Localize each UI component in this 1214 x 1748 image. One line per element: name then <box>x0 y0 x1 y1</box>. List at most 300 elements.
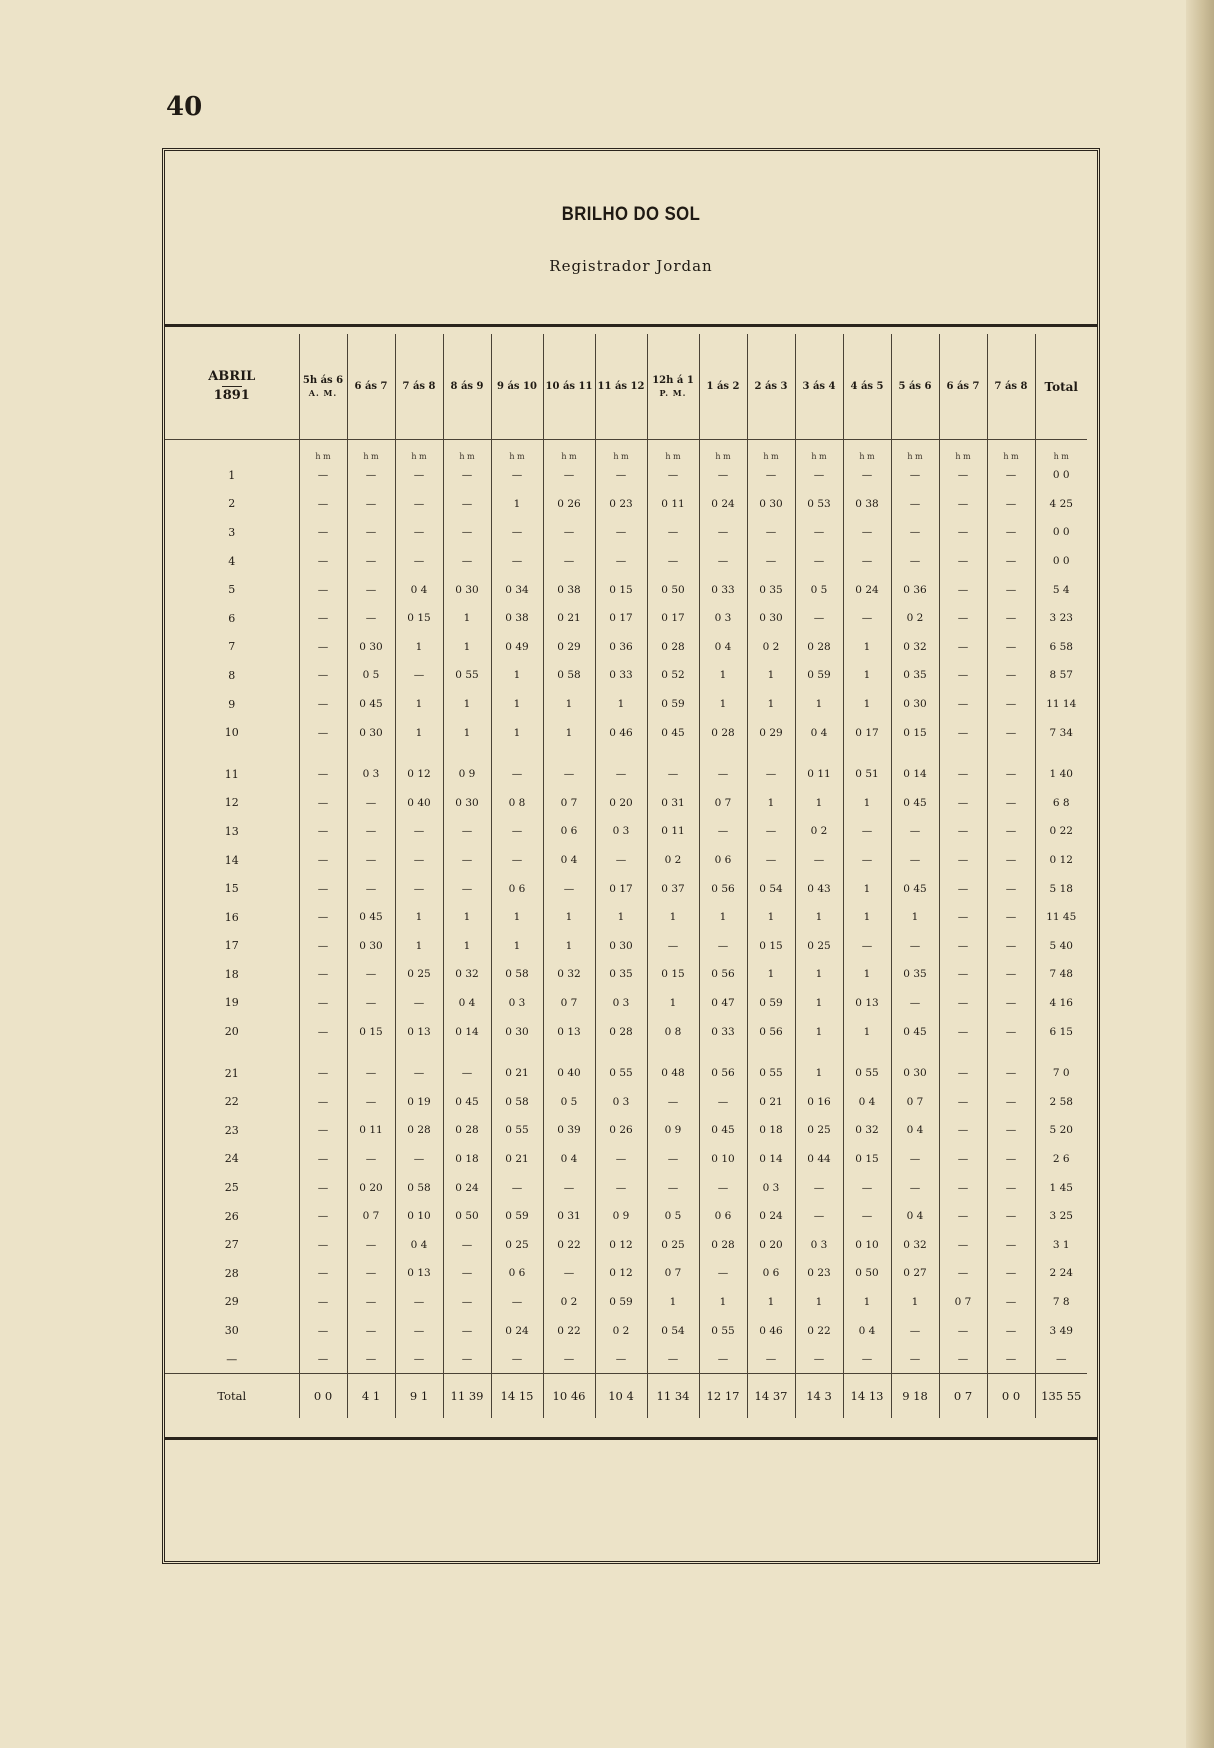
hour-value-cell: 0 5 <box>647 1202 699 1231</box>
column-total-cell: 4 1 <box>347 1374 395 1419</box>
hour-value-cell: — <box>443 1316 491 1345</box>
hour-value-cell: 1 <box>843 661 891 690</box>
hour-value-cell: 0 15 <box>595 575 647 604</box>
hour-value-cell: — <box>843 1173 891 1202</box>
hour-value-cell: — <box>747 518 795 547</box>
hour-value-cell: 1 <box>647 989 699 1018</box>
hour-value-cell: — <box>543 547 595 576</box>
hour-value-cell: 1 <box>491 932 543 961</box>
day-total-cell: 3 25 <box>1035 1202 1087 1231</box>
units-row <box>165 440 1087 462</box>
hour-value-cell: 0 33 <box>699 1017 747 1046</box>
hour-value-cell: 0 55 <box>699 1316 747 1345</box>
hour-value-cell: — <box>491 1288 543 1317</box>
hour-value-cell: 0 35 <box>891 960 939 989</box>
hour-value-cell: — <box>347 789 395 818</box>
hour-column-header <box>891 334 939 440</box>
sunshine-table <box>165 334 1087 1418</box>
hour-value-cell: — <box>395 817 443 846</box>
day-cell: 13 <box>224 824 239 838</box>
hour-value-cell: — <box>299 1173 347 1202</box>
hour-value-cell: 0 55 <box>595 1059 647 1088</box>
hour-value-cell: — <box>987 1017 1035 1046</box>
hour-value-cell: 1 <box>747 789 795 818</box>
hour-value-cell: — <box>647 932 699 961</box>
hour-value-cell: 0 6 <box>543 817 595 846</box>
day-total-cell: 6 8 <box>1035 789 1087 818</box>
hour-value-cell: — <box>347 1087 395 1116</box>
hour-value-cell: — <box>843 1202 891 1231</box>
hour-value-cell: — <box>699 1087 747 1116</box>
hour-value-cell: — <box>299 932 347 961</box>
hour-column-header <box>843 334 891 440</box>
hour-value-cell: 0 32 <box>891 1230 939 1259</box>
hour-value-cell: 0 25 <box>795 932 843 961</box>
hour-value-cell: — <box>347 1059 395 1088</box>
hour-value-cell: 1 <box>543 690 595 719</box>
totals-row <box>165 1374 1087 1419</box>
hour-value-cell: — <box>747 547 795 576</box>
day-cell: 25 <box>224 1181 239 1195</box>
table-row <box>165 903 1087 932</box>
hour-value-cell: — <box>987 1345 1035 1374</box>
table-row <box>165 989 1087 1018</box>
column-total-cell: 11 34 <box>647 1374 699 1419</box>
hour-value-cell: 0 59 <box>491 1202 543 1231</box>
hour-value-cell: — <box>987 1316 1035 1345</box>
hour-value-cell: — <box>443 490 491 519</box>
hour-value-cell: 0 34 <box>491 575 543 604</box>
table-row <box>165 1145 1087 1174</box>
day-cell: 10 <box>224 726 239 740</box>
hour-value-cell: 0 30 <box>347 932 395 961</box>
hour-value-cell: — <box>987 932 1035 961</box>
hour-value-cell: 0 58 <box>543 661 595 690</box>
hour-value-cell: — <box>939 575 987 604</box>
hour-value-cell: — <box>347 1145 395 1174</box>
hour-value-cell: 0 4 <box>395 575 443 604</box>
hour-value-cell: 0 45 <box>699 1116 747 1145</box>
day-total-cell: 4 16 <box>1035 989 1087 1018</box>
hour-value-cell: 0 13 <box>395 1017 443 1046</box>
hour-value-cell: — <box>699 1259 747 1288</box>
hour-value-cell: 1 <box>543 718 595 747</box>
hour-value-cell: — <box>299 1087 347 1116</box>
hour-value-cell: — <box>395 1145 443 1174</box>
hour-value-cell: — <box>939 1087 987 1116</box>
hour-value-cell: 1 <box>647 903 699 932</box>
hour-value-cell: 0 4 <box>395 1230 443 1259</box>
hour-value-cell: — <box>347 461 395 490</box>
hour-value-cell: 0 30 <box>443 789 491 818</box>
hour-value-cell: 0 24 <box>443 1173 491 1202</box>
hour-value-cell: 1 <box>843 960 891 989</box>
column-total-cell: 14 37 <box>747 1374 795 1419</box>
day-cell: 3 <box>228 525 236 539</box>
hour-value-cell: 1 <box>795 1288 843 1317</box>
hour-value-cell: — <box>299 1059 347 1088</box>
hour-value-cell: 1 <box>395 633 443 662</box>
hour-value-cell: 0 4 <box>891 1202 939 1231</box>
hour-value-cell: 0 7 <box>891 1087 939 1116</box>
hour-value-cell: — <box>987 690 1035 719</box>
column-label: 6 ás 7 <box>354 381 388 392</box>
hour-value-cell: — <box>939 1059 987 1088</box>
hour-value-cell: — <box>299 1259 347 1288</box>
hour-value-cell: — <box>443 461 491 490</box>
hour-value-cell: — <box>647 1145 699 1174</box>
hour-value-cell: 1 <box>891 1288 939 1317</box>
hour-value-cell: — <box>347 817 395 846</box>
hour-value-cell: — <box>987 1288 1035 1317</box>
hour-value-cell: — <box>699 1173 747 1202</box>
hour-value-cell: — <box>795 1202 843 1231</box>
hour-value-cell: — <box>891 518 939 547</box>
day-total-cell: 2 24 <box>1035 1259 1087 1288</box>
column-total-cell: 0 0 <box>987 1374 1035 1419</box>
hour-value-cell: — <box>987 490 1035 519</box>
hour-value-cell: — <box>543 1173 595 1202</box>
hour-value-cell: — <box>939 1116 987 1145</box>
hour-column-header <box>795 334 843 440</box>
hour-value-cell: 0 24 <box>699 490 747 519</box>
hour-value-cell: — <box>939 1230 987 1259</box>
hour-value-cell: 1 <box>747 1288 795 1317</box>
hour-value-cell: 0 46 <box>595 718 647 747</box>
hour-value-cell: 0 18 <box>747 1116 795 1145</box>
hour-value-cell: 0 20 <box>347 1173 395 1202</box>
unit-label: h m <box>491 440 543 462</box>
hour-value-cell: 1 <box>443 690 491 719</box>
hour-value-cell: — <box>299 817 347 846</box>
hour-column-header <box>395 334 443 440</box>
hour-value-cell: 0 45 <box>891 1017 939 1046</box>
hour-value-cell: 0 30 <box>347 718 395 747</box>
hour-value-cell: 0 10 <box>699 1145 747 1174</box>
hour-value-cell: 1 <box>443 903 491 932</box>
hour-value-cell: 0 8 <box>491 789 543 818</box>
hour-value-cell: — <box>987 718 1035 747</box>
hour-value-cell: 0 26 <box>543 490 595 519</box>
hour-column-header <box>347 334 395 440</box>
hour-value-cell: — <box>299 718 347 747</box>
hour-value-cell: 1 <box>699 1288 747 1317</box>
hour-value-cell: 0 52 <box>647 661 699 690</box>
hour-value-cell: 0 56 <box>747 1017 795 1046</box>
day-cell: 12 <box>224 796 239 810</box>
hour-value-cell: 0 11 <box>795 760 843 789</box>
hour-value-cell: — <box>699 760 747 789</box>
hour-value-cell: 0 11 <box>647 817 699 846</box>
table-row <box>165 490 1087 519</box>
hour-value-cell: — <box>299 575 347 604</box>
day-cell: 16 <box>224 910 239 924</box>
hour-value-cell: 1 <box>543 932 595 961</box>
hour-value-cell: 1 <box>443 604 491 633</box>
hour-value-cell: — <box>595 760 647 789</box>
hour-value-cell: — <box>843 518 891 547</box>
day-cell: 19 <box>224 996 239 1010</box>
hour-value-cell: 0 22 <box>543 1316 595 1345</box>
total-label: Total <box>165 1374 299 1419</box>
bottom-rule <box>165 1437 1097 1440</box>
hour-value-cell: 0 3 <box>747 1173 795 1202</box>
hour-value-cell: 0 12 <box>395 760 443 789</box>
hour-value-cell: 0 14 <box>747 1145 795 1174</box>
hour-value-cell: 0 15 <box>891 718 939 747</box>
hour-value-cell: — <box>939 690 987 719</box>
day-cell: 4 <box>228 554 236 568</box>
hour-value-cell: — <box>843 846 891 875</box>
hour-value-cell: 0 3 <box>491 989 543 1018</box>
hour-value-cell: 0 4 <box>543 1145 595 1174</box>
hour-value-cell: 0 45 <box>647 718 699 747</box>
unit-label: h m <box>1035 440 1087 462</box>
hour-value-cell: — <box>939 1259 987 1288</box>
table-row <box>165 817 1087 846</box>
day-total-cell: — <box>1035 1345 1087 1374</box>
day-total-cell: 1 40 <box>1035 760 1087 789</box>
table-row <box>165 846 1087 875</box>
unit-label: h m <box>299 440 347 462</box>
header-row <box>165 334 1087 440</box>
hour-value-cell: 0 28 <box>699 718 747 747</box>
hour-column-header <box>987 334 1035 440</box>
unit-label: h m <box>395 440 443 462</box>
hour-value-cell: 0 23 <box>595 490 647 519</box>
hour-value-cell: — <box>891 490 939 519</box>
unit-label: h m <box>939 440 987 462</box>
hour-value-cell: 0 45 <box>347 903 395 932</box>
hour-value-cell: 0 31 <box>647 789 699 818</box>
hour-value-cell: — <box>987 604 1035 633</box>
column-total-cell: 14 13 <box>843 1374 891 1419</box>
hour-value-cell: 1 <box>699 661 747 690</box>
hour-value-cell: — <box>443 874 491 903</box>
hour-value-cell: — <box>491 547 543 576</box>
unit-label: h m <box>647 440 699 462</box>
hour-value-cell: 0 2 <box>891 604 939 633</box>
hour-value-cell: 1 <box>491 690 543 719</box>
hour-value-cell: — <box>543 1259 595 1288</box>
hour-value-cell: 1 <box>395 903 443 932</box>
unit-label: h m <box>443 440 491 462</box>
hour-value-cell: — <box>987 518 1035 547</box>
hour-value-cell: 1 <box>843 690 891 719</box>
hour-value-cell: 0 53 <box>795 490 843 519</box>
hour-value-cell: — <box>987 789 1035 818</box>
hour-value-cell: 0 35 <box>891 661 939 690</box>
hour-value-cell: — <box>491 760 543 789</box>
hour-value-cell: 0 28 <box>443 1116 491 1145</box>
hour-value-cell: — <box>939 604 987 633</box>
hour-value-cell: 0 3 <box>347 760 395 789</box>
hour-value-cell: 1 <box>491 718 543 747</box>
hour-value-cell: 1 <box>891 903 939 932</box>
hour-value-cell: — <box>443 817 491 846</box>
hour-value-cell: 0 20 <box>595 789 647 818</box>
hour-value-cell: 0 2 <box>543 1288 595 1317</box>
hour-value-cell: — <box>987 1116 1035 1145</box>
hour-value-cell: 1 <box>843 874 891 903</box>
hour-value-cell: 0 28 <box>699 1230 747 1259</box>
hour-value-cell: 0 58 <box>491 960 543 989</box>
am-label: A. M. <box>308 388 338 398</box>
hour-value-cell: — <box>543 461 595 490</box>
hour-value-cell: — <box>987 1259 1035 1288</box>
hour-value-cell: 0 13 <box>843 989 891 1018</box>
hour-value-cell: 0 21 <box>747 1087 795 1116</box>
hour-value-cell: 0 33 <box>699 575 747 604</box>
table-row <box>165 789 1087 818</box>
column-label: 1 ás 2 <box>706 381 740 392</box>
hour-value-cell: — <box>939 1316 987 1345</box>
table-row <box>165 874 1087 903</box>
unit-label: h m <box>347 440 395 462</box>
hour-value-cell: 1 <box>843 903 891 932</box>
hour-value-cell: — <box>491 846 543 875</box>
hour-value-cell: 0 59 <box>747 989 795 1018</box>
hour-value-cell: — <box>987 1230 1035 1259</box>
day-cell: 24 <box>224 1152 239 1166</box>
hour-value-cell: — <box>647 1087 699 1116</box>
hour-value-cell: — <box>299 1230 347 1259</box>
hour-value-cell: — <box>443 1259 491 1288</box>
hour-value-cell: 0 24 <box>747 1202 795 1231</box>
hour-column-header <box>443 334 491 440</box>
hour-value-cell: — <box>939 1173 987 1202</box>
hour-value-cell: — <box>699 932 747 961</box>
hour-value-cell: 0 28 <box>595 1017 647 1046</box>
hour-value-cell: 0 5 <box>347 661 395 690</box>
hour-value-cell: — <box>443 1059 491 1088</box>
hour-value-cell: — <box>647 518 699 547</box>
hour-value-cell: 0 15 <box>747 932 795 961</box>
hour-value-cell: 0 45 <box>443 1087 491 1116</box>
hour-value-cell: — <box>987 1202 1035 1231</box>
hour-value-cell: — <box>595 547 647 576</box>
hour-value-cell: — <box>939 518 987 547</box>
hour-value-cell: 0 50 <box>443 1202 491 1231</box>
hour-value-cell: 1 <box>795 960 843 989</box>
column-total-cell: 9 1 <box>395 1374 443 1419</box>
total-column-header <box>1035 334 1087 440</box>
hour-value-cell: — <box>299 1202 347 1231</box>
hour-value-cell: 0 35 <box>747 575 795 604</box>
hour-value-cell: — <box>299 874 347 903</box>
hour-value-cell: 1 <box>843 1017 891 1046</box>
hour-value-cell: 0 40 <box>395 789 443 818</box>
hour-value-cell: 0 4 <box>443 989 491 1018</box>
column-label: 10 ás 11 <box>545 381 593 392</box>
hour-value-cell: — <box>299 461 347 490</box>
hour-value-cell: — <box>699 1345 747 1374</box>
hour-value-cell: 0 30 <box>891 690 939 719</box>
hour-value-cell: 1 <box>795 1017 843 1046</box>
hour-value-cell: — <box>395 661 443 690</box>
hour-value-cell: 0 56 <box>699 874 747 903</box>
hour-value-cell: — <box>939 1345 987 1374</box>
unit-label: h m <box>843 440 891 462</box>
hour-value-cell: — <box>843 547 891 576</box>
pm-label: P. M. <box>659 388 687 398</box>
hour-value-cell: 0 4 <box>891 1116 939 1145</box>
hour-value-cell: 0 6 <box>699 846 747 875</box>
hour-value-cell: 0 29 <box>543 633 595 662</box>
hour-value-cell: — <box>443 846 491 875</box>
hour-value-cell: 0 15 <box>647 960 699 989</box>
unit-label: h m <box>987 440 1035 462</box>
hour-value-cell: — <box>299 1017 347 1046</box>
hour-value-cell: 1 <box>491 490 543 519</box>
day-total-cell: 6 58 <box>1035 633 1087 662</box>
column-total-cell: 0 0 <box>299 1374 347 1419</box>
column-label: 11 ás 12 <box>597 381 645 392</box>
hour-value-cell: 0 56 <box>699 1059 747 1088</box>
hour-value-cell: 1 <box>843 789 891 818</box>
hour-value-cell: 0 11 <box>647 490 699 519</box>
table-row <box>165 1059 1087 1088</box>
table-row <box>165 1017 1087 1046</box>
hour-value-cell: — <box>443 547 491 576</box>
hour-value-cell: — <box>939 932 987 961</box>
column-total-cell: 10 4 <box>595 1374 647 1419</box>
hour-value-cell: 0 9 <box>647 1116 699 1145</box>
hour-value-cell: — <box>443 1345 491 1374</box>
table-row <box>165 760 1087 789</box>
day-cell: 21 <box>224 1066 239 1080</box>
hour-value-cell: 1 <box>443 932 491 961</box>
hour-value-cell: 0 59 <box>647 690 699 719</box>
hour-value-cell: — <box>299 903 347 932</box>
hour-value-cell: 0 31 <box>543 1202 595 1231</box>
hour-value-cell: 0 28 <box>647 633 699 662</box>
table-row <box>165 633 1087 662</box>
hour-value-cell: 0 5 <box>795 575 843 604</box>
hour-value-cell: — <box>299 1145 347 1174</box>
unit-label: h m <box>595 440 647 462</box>
table-row <box>165 461 1087 490</box>
hour-value-cell: — <box>347 989 395 1018</box>
hour-value-cell: 0 45 <box>891 874 939 903</box>
hour-value-cell: 0 30 <box>491 1017 543 1046</box>
hour-value-cell: — <box>891 547 939 576</box>
table-row <box>165 604 1087 633</box>
hour-value-cell: — <box>595 461 647 490</box>
hour-value-cell: 0 32 <box>891 633 939 662</box>
hour-value-cell: — <box>543 760 595 789</box>
hour-value-cell: — <box>543 1345 595 1374</box>
hour-value-cell: 0 23 <box>795 1259 843 1288</box>
hour-value-cell: — <box>299 690 347 719</box>
hour-value-cell: 0 4 <box>843 1087 891 1116</box>
hour-value-cell: 0 30 <box>747 490 795 519</box>
hour-value-cell: 0 22 <box>543 1230 595 1259</box>
hour-value-cell: — <box>939 789 987 818</box>
hour-value-cell: — <box>299 1316 347 1345</box>
hour-value-cell: 0 10 <box>395 1202 443 1231</box>
day-total-cell: 0 0 <box>1035 461 1087 490</box>
hour-value-cell: — <box>347 960 395 989</box>
hour-value-cell: — <box>299 661 347 690</box>
hour-value-cell: 0 43 <box>795 874 843 903</box>
hour-value-cell: 0 59 <box>795 661 843 690</box>
hour-value-cell: — <box>795 1173 843 1202</box>
hour-value-cell: 0 56 <box>699 960 747 989</box>
hour-value-cell: 0 6 <box>699 1202 747 1231</box>
table-row <box>165 547 1087 576</box>
hour-value-cell: 1 <box>395 932 443 961</box>
